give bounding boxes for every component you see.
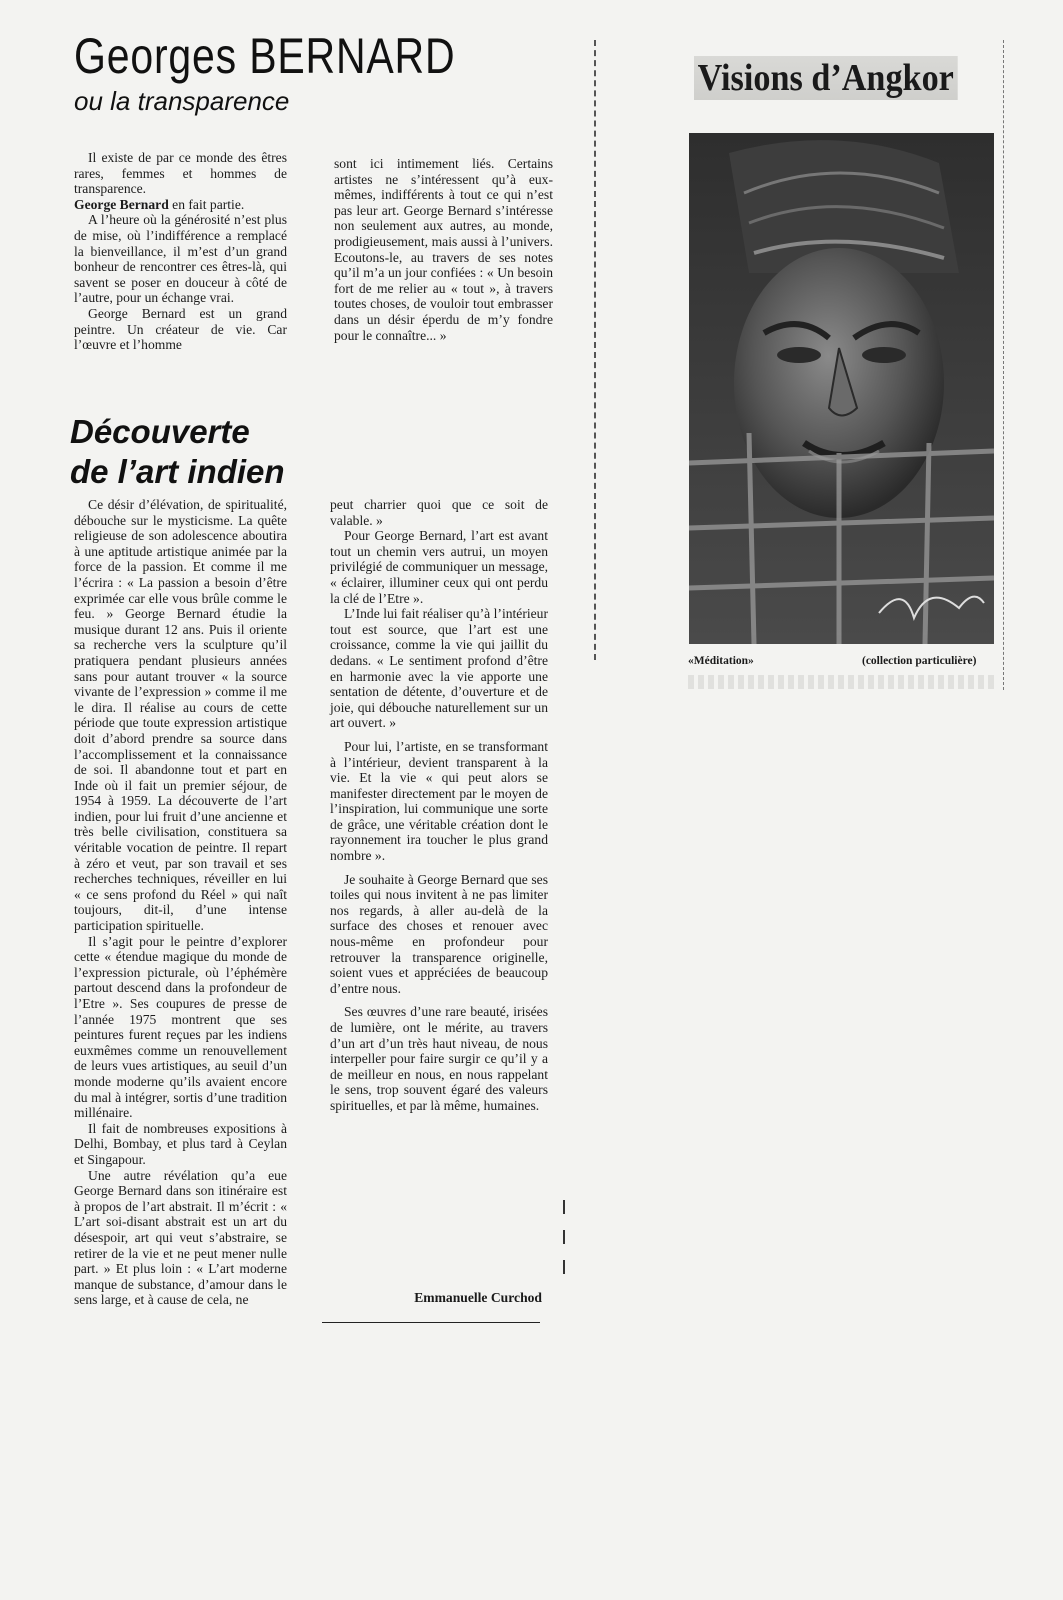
paragraph-text: Il existe de par ce monde des êtres rares, femmes et hommes de transparence. [74, 150, 287, 197]
margin-marks [563, 1200, 567, 1310]
section-heading-line-2: de l’art indien [70, 453, 285, 490]
paragraph [74, 1168, 287, 1308]
article-title: Georges BERNARD [74, 28, 456, 84]
caption-title: «Méditation» [688, 655, 754, 667]
paragraph [330, 739, 548, 864]
paragraph [334, 156, 553, 343]
paragraph-lead: George Bernard [74, 196, 169, 212]
paragraph [74, 497, 287, 934]
clipping-edge-right [1003, 40, 1004, 690]
paragraph-text: Ses œuvres d’une rare beauté, irisées de lumière, ont le mérite, au travers d’un art d’un très haut niveau, de nous interpeller pour faire surgir ce qu’il y a de meilleur en nous, en nous rappelant le sens, trop souvent égaré des valeurs spirituelles, et par là même, humaines. [330, 1004, 548, 1113]
angkor-face-illustration [689, 133, 994, 644]
paragraph [330, 497, 548, 528]
paragraph-text: Pour George Bernard, l’art est avant tout un chemin vers autrui, un moyen privilégié de communiquer un message, « éclairer, illuminer ceux qui ont perdu la clé de l’Etre ». [330, 528, 548, 606]
author-signature: Emmanuelle Curchod [414, 1290, 542, 1305]
paragraph-text: Il s’agit pour le peintre d’explorer cette « étendue magique du monde de l’expression picturale, où l’éphémère partout descend dans la profondeur de l’Etre ». Ses coupures de presse de l’année 1975 montrent que ses peintures furent reçues par les indiens euxmêmes comme un renouvellement de leurs vues artistiques, au seuil d’un monde moderne qu’ils avaient encore du mal à intégrer, sortis d’une tradition millénaire. [74, 933, 287, 1121]
paragraph-text: Ce désir d’élévation, de spiritualité, débouche sur le mysticisme. La quête religieuse de son adolescence aboutira à une aptitude artistique animée par la force de la passion. Et comme il me l’écrira : « La passion a besoin d’être exprimée car elle vous brûle comme le feu. » George Bernard étudie la musique durant 12 ans. Puis il oriente sa recherche vers la sculpture qu’il pratiquera pendant plusieurs années sans pour autant trouver « la source vivante de l’expression » comme il me le dira. Il réalise au cours de cette période que toute expression artistique doit d’abord prendre sa source dans l’accomplissement et la connaissance de soi. Il abandonne tout et part en Inde où il fait un premier séjour, de 1954 à 1959. La découverte de l’art indien, pour lui fruit d’une ancienne et très belle civilisation, constituera sa véritable vocation de peintre. Il repart à zéro et veut, par son travail et ses recherches techniques, réveiller en lui « ce sens profond du Réel » qui naît toujours, dit-il, d’une intense participation spirituelle. [74, 497, 287, 934]
paragraph-text: A l’heure où la générosité n’est plus de mise, où l’indifférence a remplacé la bienveillance, il m’est d’un grand bonheur de rencontrer ces êtres-là, qui savent se poser en douceur à côté de l’autre, pour un échange vrai. [74, 212, 287, 306]
paragraph-text: peut charrier quoi que ce soit de valable. » [330, 497, 548, 528]
column-2-bottom [330, 497, 548, 1114]
paragraph-text: Il fait de nombreuses expositions à Delhi, Bombay, et plus tard à Ceylan et Singapour. [74, 1120, 287, 1167]
paragraph [330, 606, 548, 731]
clipping-edge-left [594, 40, 596, 660]
paragraph-text: Pour lui, l’artiste, en se transformant à l’intérieur, devient transparent à la vie. Et la vie « qui peut alors se manifester directement par le moyen de l’inspiration, lui communique une sorte de grâce, une véritable création dont le rayonnement ira toucher le plus grand nombre ». [330, 738, 548, 864]
section-heading-line-1: Découverte [70, 413, 250, 450]
column-2-top [334, 156, 553, 343]
bleed-through-text [688, 675, 998, 689]
column-1-top [74, 150, 287, 353]
caption-collection: (collection particulière) [862, 655, 977, 667]
paragraph-text: sont ici intimement liés. Certains artistes ne s’intéressent qu’à eux-mêmes, indifférents à tout ce qui n’est pas leur art. George Bernard s’intéresse non seulement aux autres, au monde, prodigieusement, mais aussi à l’univers. Ecoutons-le, au travers de ses notes qu’il m’a un jour confiées : « Un besoin fort de me relier au « tout », à travers toutes choses, de vouloir tout embrasser dans un désir éperdu de m’y fondre pour le connaître... » [334, 156, 553, 343]
paragraph [330, 1004, 548, 1113]
paragraph [74, 934, 287, 1121]
paragraph [74, 1121, 287, 1168]
paragraph [74, 306, 287, 353]
paragraph-text: Une autre révélation qu’a eue George Bernard dans son itinéraire est à propos de l’art abstrait. Il m’écrit : « L’art soi-disant abstrait est un art du désespoir, art qui veut s’abstraire, se retirer de la vie et ne peut mener nulle part. » Et plus loin : « L’art moderne manque de substance, d’amour dans le sens large, et à cause de cela, ne [74, 1167, 287, 1308]
column-1-bottom [74, 497, 287, 1308]
section-heading [70, 412, 285, 492]
paragraph-text: en fait partie. [168, 196, 245, 212]
signature-rule [322, 1322, 540, 1323]
paragraph [330, 872, 548, 997]
painting-image [689, 133, 994, 644]
paragraph [74, 212, 287, 306]
paragraph [74, 150, 287, 197]
article-subtitle: ou la transparence [74, 86, 290, 116]
paragraph [330, 528, 548, 606]
paragraph-text: George Bernard est un grand peintre. Un créateur de vie. Car l’œuvre et l’homme [74, 305, 287, 353]
paragraph-text: L’Inde lui fait réaliser qu’à l’intérieur tout est source, que l’art est une croissance, comme la vie qui jaillit du dedans. « Le sentiment profond d’être en harmonie avec la vie apporte une sentation de détente, d’ouverture et de joie, qui débouche naturellement sur un art ouvert. » [330, 606, 548, 731]
sidebar-heading: Visions d’Angkor [694, 56, 957, 100]
paragraph [74, 197, 287, 213]
paragraph-text: Je souhaite à George Bernard que ses toiles qui nous invitent à ne pas limiter nos regards, à aller au-delà de la surface des choses et renouer avec nous-même en profondeur pour retrouver la transparence originelle, soient vues et appréciées de beaucoup d’entre nous. [330, 871, 548, 996]
